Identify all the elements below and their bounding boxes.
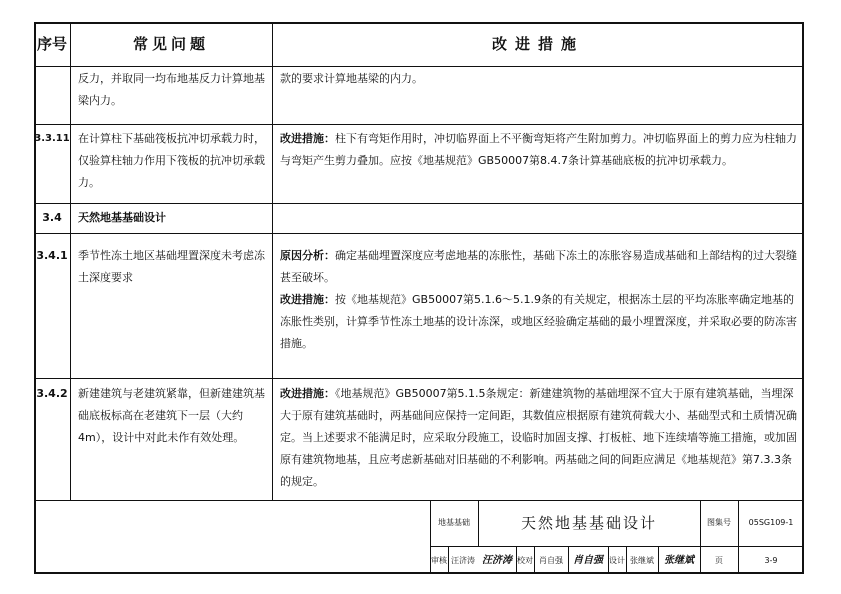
col-divider-1 (70, 22, 71, 500)
tb-category: 地基基础 (438, 518, 470, 527)
row-0-measure (280, 68, 798, 90)
row-3-measure-label-2: 改进措施： (280, 293, 335, 306)
tb-checker-signature: 肖自强 (573, 555, 603, 566)
row-3-measure-label-1: 原因分析： (280, 249, 335, 262)
col-divider-2 (272, 22, 273, 500)
row-divider-4 (34, 378, 804, 379)
header-no: 序号 (36, 35, 67, 53)
row-divider-5 (34, 500, 804, 501)
header-problem: 常见问题 (132, 35, 209, 53)
row-divider-3 (34, 233, 804, 234)
row-1-problem: 在计算柱下基础筏板抗冲切承载力时，仅验算柱轴力作用下筏板的抗冲切承载力。 (78, 132, 265, 189)
tb-page-label: 页 (715, 556, 723, 565)
row-3-measure-p1 (280, 245, 798, 289)
row-3-measure-text-1: 确定基础埋置深度应考虑地基的冻胀性，基础下冻土的冻胀容易造成基础和上部结构的过大裂缝甚至破坏。 (280, 249, 797, 284)
row-4-measure (280, 383, 798, 493)
row-4-problem: 新建建筑与老建筑紧靠，但新建建筑基础底板标高在老建筑下一层（大约4m），设计中对此未作有效处理。 (78, 387, 265, 444)
tb-mid-line (430, 546, 804, 547)
tb-atlas-no: 05SG109-1 (748, 518, 794, 527)
row-4-measure-text: 《地基规范》GB50007第5.1.5条规定：新建建筑物的基础埋深不宜大于原有建筑基础，当埋深大于原有建筑基础时，两基础间应保持一定间距，其数值应根据原有建筑荷载大小、基础型式和土质情况确定。当上述要求不能满足时，应采取分段施工，设临时加固支撑、打板桩、地下连续墙等施工措施，或加固原有建筑物地基，且应考虑新基础对旧基础的不利影响。两基础之间的间距应满足《地基规范》第7.3.3条的规定。 (280, 387, 797, 488)
tb-sv5 (608, 546, 609, 574)
row-3-measure-p2 (280, 289, 798, 355)
tb-reviewer: 汪济涛 (451, 556, 475, 565)
row-3-problem: 季节性冻土地区基础埋置深度未考虑冻土深度要求 (78, 249, 265, 284)
tb-page-no: 3-9 (764, 556, 778, 565)
tb-sv7 (658, 546, 659, 574)
row-1-no: 3.3.11 (34, 133, 70, 144)
tb-atlas-label: 图集号 (707, 518, 731, 527)
tb-check-label: 校对 (517, 556, 533, 565)
tb-designer-signature: 张继斌 (664, 555, 694, 566)
row-2-problem: 天然地基基础设计 (78, 211, 166, 224)
tb-review-label: 审核 (431, 556, 447, 565)
tb-drawing-title: 天然地基基础设计 (520, 514, 657, 532)
row-divider-1 (34, 124, 804, 125)
row-0-measure-text: 款的要求计算地基梁的内力。 (280, 72, 423, 85)
tb-sv6 (626, 546, 627, 574)
row-4-measure-label: 改进措施： (280, 387, 335, 400)
tb-reviewer-signature: 汪济涛 (482, 555, 512, 566)
row-2-no: 3.4 (42, 211, 62, 224)
row-1-measure-text: 柱下有弯矩作用时，冲切临界面上不平衡弯矩将产生附加剪力。冲切临界面上的剪力应为柱轴力与弯矩产生剪力叠加。应按《地基规范》GB50007第8.4.7条计算基础底板的抗冲切承载力。 (280, 132, 797, 167)
tb-designer: 张继斌 (630, 556, 654, 565)
tb-sv4 (568, 546, 569, 574)
tb-checker: 肖自强 (539, 556, 563, 565)
row-3-measure-text-2: 按《地基规范》GB50007第5.1.6～5.1.9条的有关规定，根据冻土层的平均冻胀率确定地基的冻胀性类别，计算季节性冻土地基的设计冻深，或地区经验确定基础的最小埋置深度，并采取必要的防冻害措施。 (280, 293, 797, 350)
header-measure: 改进措施 (491, 35, 584, 53)
row-3-no: 3.4.1 (36, 249, 68, 262)
row-4-no: 3.4.2 (36, 387, 68, 400)
row-0-problem: 反力，并取同一均布地基反力计算地基梁内力。 (78, 72, 265, 107)
tb-sv2 (516, 546, 517, 574)
row-3-measure (280, 245, 798, 355)
header-divider (34, 66, 804, 67)
row-1-measure-label: 改进措施： (280, 132, 335, 145)
tb-design-label: 设计 (609, 556, 625, 565)
tb-sv1 (448, 546, 449, 574)
row-divider-2 (34, 203, 804, 204)
tb-sv3 (534, 546, 535, 574)
row-1-measure (280, 128, 798, 172)
